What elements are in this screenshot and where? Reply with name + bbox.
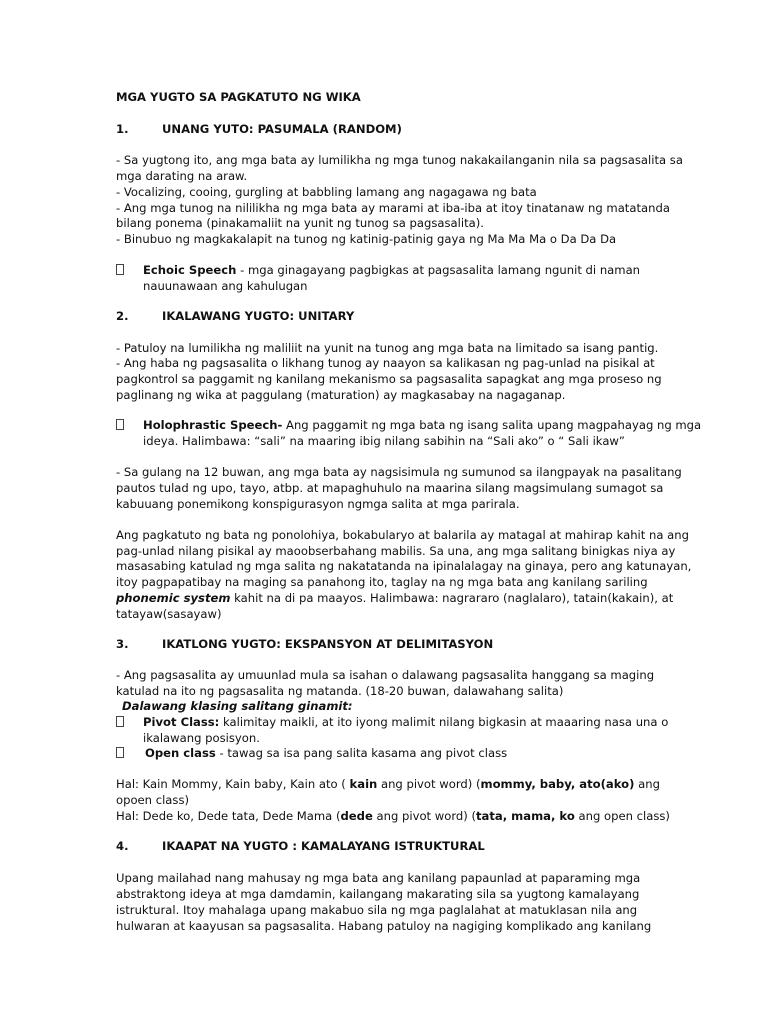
- s4-line-1: Upang mailahad nang mahusay ng mga bata ang kanilang papaunlad at paparaming mga: [116, 871, 641, 885]
- bullet-box-icon: [116, 716, 124, 727]
- s2-para3-line-4: itoy pagpapatibay na maging sa panahong ito, taglay na ng mga bata ang kanilang sariling: [116, 575, 648, 589]
- s4-line-3: istruktural. Itoy mahalaga upang makabuo sila ng mga paglalahat at matuklasan nila ang: [116, 903, 638, 917]
- s3-subheading-text: Dalawang klasing salitang ginamit:: [122, 699, 353, 713]
- s4-line-2: abstraktong ideya at mga damdamin, kailangang makarating sila sa yugtong kamalayang: [116, 887, 640, 901]
- s2-para3-line-1: Ang pagkatuto ng bata ng ponolohiya, bokabularyo at balarila ay matagal at mahirap kahit na ang: [116, 528, 689, 542]
- echoic-desc: - mga ginagayang pagbigkas at pagsasalita lamang ngunit di naman: [236, 263, 641, 277]
- section-1-number: 1.: [116, 122, 129, 136]
- s2-para3-line-5: [116, 590, 673, 606]
- bullet-box-icon: [116, 747, 124, 758]
- holophrastic-desc-line-2: ideya. Halimbawa: “sali” na maaring ibig nilang sabihin na “Sali ako” o “ Sali ikaw”: [143, 434, 625, 448]
- document-title: MGA YUGTO SA PAGKATUTO NG WIKA: [116, 90, 361, 104]
- example-1-line-1: [116, 776, 660, 792]
- phonemic-system-term: phonemic system: [116, 591, 231, 605]
- pivot-class-item: [143, 714, 668, 730]
- s2-para3-line-5-rest: kahit na di pa maayos. Halimbawa: nagrararo (naglalaro), tatain(kakain), at: [230, 591, 674, 605]
- s2-line-3: pagkontrol sa paggamit ng kanilang mekanismo sa pagsasalita sapagkat ang mga proseso ng: [116, 372, 662, 386]
- echoic-desc-line-2: nauunawaan ang kahulugan: [143, 279, 308, 293]
- holophrastic-term: Holophrastic Speech-: [143, 418, 283, 432]
- example-1-line-2: opoen class): [116, 793, 190, 807]
- pivot-desc-line-2: ikalawang posisyon.: [143, 731, 260, 745]
- s2-para3-line-3: masasabing katulad ng mga salita ng nakatatanda na ipinalalagay na ginaya, pero ang katunayan,: [116, 559, 692, 573]
- bullet-box-icon: [116, 264, 124, 275]
- ex1-b: kain: [349, 777, 378, 791]
- echoic-term: Echoic Speech: [143, 263, 237, 277]
- s2-para3-line-6: tatayaw(sasayaw): [116, 607, 222, 621]
- section-4-title: IKAAPAT NA YUGTO : KAMALAYANG ISTRUKTURAL: [162, 839, 485, 853]
- open-desc: - tawag sa isa pang salita kasama ang pivot class: [215, 746, 508, 760]
- example-2-line: [116, 808, 670, 824]
- s1-line-5: bilang ponema (pinakamaliit na yunit ng tunog sa pagsasalita).: [116, 216, 484, 230]
- ex1-d: mommy, baby, ato(ako): [480, 777, 635, 791]
- section-3-title: IKATLONG YUGTO: EKSPANSYON AT DELIMITASYON: [162, 637, 494, 651]
- s1-line-4: - Ang mga tunog na nililikha ng mga bata ay marami at iba-iba at itoy tinatanaw ng matatanda: [116, 201, 670, 215]
- s2-para2-line-2: pautos tulad ng upo, tayo, atbp. at mapaghuhulo na maarina silang magsimulang sumagot sa: [116, 481, 664, 495]
- s1-line-1: - Sa yugtong ito, ang mga bata ay lumilikha ng mga tunog nakakailanganin nila sa pagsasalita sa: [116, 153, 683, 167]
- pivot-desc: kalimitay maikli, at ito iyong malimit nilang bigkasin at maaaring nasa una o: [219, 715, 669, 729]
- s4-line-4: hulwaran at kaayusan sa pagsasalita. Habang patuloy na nagiging komplikado ang kanilang: [116, 919, 652, 933]
- section-4-number: 4.: [116, 839, 129, 853]
- ex1-a: Hal: Kain Mommy, Kain baby, Kain ato (: [116, 777, 350, 791]
- s1-line-6: - Binubuo ng magkakalapit na tunog ng katinig-patinig gaya ng Ma Ma Ma o Da Da Da: [116, 232, 617, 246]
- ex2-c: ang pivot word) (: [372, 809, 477, 823]
- section-2-title: IKALAWANG YUGTO: UNITARY: [162, 309, 355, 323]
- s3-line-1: - Ang pagsasalita ay umuunlad mula sa isahan o dalawang pagsasalita hanggang sa maging: [116, 668, 655, 682]
- s3-line-2: katulad na ito ng pagsasalita ng matanda. (18-20 buwan, dalawahang salita): [116, 684, 564, 698]
- ex2-d: tata, mama, ko: [476, 809, 575, 823]
- s2-para3-line-2: pag-unlad nilang pisikal ay maoobserbahang mabilis. Sa una, ang mga salitang binigkas niya ay: [116, 544, 676, 558]
- ex1-e: ang: [634, 777, 660, 791]
- echoic-speech-item: [143, 262, 640, 278]
- s1-line-3: - Vocalizing, cooing, gurgling at babbling lamang ang nagagawa ng bata: [116, 185, 537, 199]
- section-3-number: 3.: [116, 637, 129, 651]
- open-class-item: [145, 745, 507, 761]
- ex1-c: ang pivot word) (: [377, 777, 481, 791]
- section-1-title: UNANG YUTO: PASUMALA (RANDOM): [162, 122, 402, 136]
- s2-line-2: - Ang haba ng pagsasalita o likhang tunog ay naayon sa kalikasan ng pag-unlad na pisikal at: [116, 356, 655, 370]
- ex2-b: dede: [340, 809, 373, 823]
- ex2-e: ang open class): [574, 809, 670, 823]
- s2-line-4: paglinang ng wika at paggulang (maturation) ay magkasabay na nagaganap.: [116, 388, 566, 402]
- open-term: Open class: [145, 746, 216, 760]
- s2-para2-line-1: - Sa gulang na 12 buwan, ang mga bata ay nagsisimula ng sumunod sa ilangpayak na pasalitang: [116, 465, 682, 479]
- s3-subheading: [122, 698, 353, 714]
- pivot-term: Pivot Class:: [143, 715, 220, 729]
- s2-line-1: - Patuloy na lumilikha ng maliliit na yunit na tunog ang mga bata na limitado sa isang pantig.: [116, 341, 659, 355]
- section-2-number: 2.: [116, 309, 129, 323]
- holophrastic-desc: Ang paggamit ng mga bata ng isang salita upang magpahayag ng mga: [282, 418, 702, 432]
- holophrastic-speech-item: [143, 417, 701, 433]
- ex2-a: Hal: Dede ko, Dede tata, Dede Mama (: [116, 809, 341, 823]
- s2-para2-line-3: kabuuang ponemikong konspigurasyon ngmga salita at mga parirala.: [116, 497, 520, 511]
- bullet-box-icon: [116, 419, 124, 430]
- s1-line-2: mga darating na araw.: [116, 169, 248, 183]
